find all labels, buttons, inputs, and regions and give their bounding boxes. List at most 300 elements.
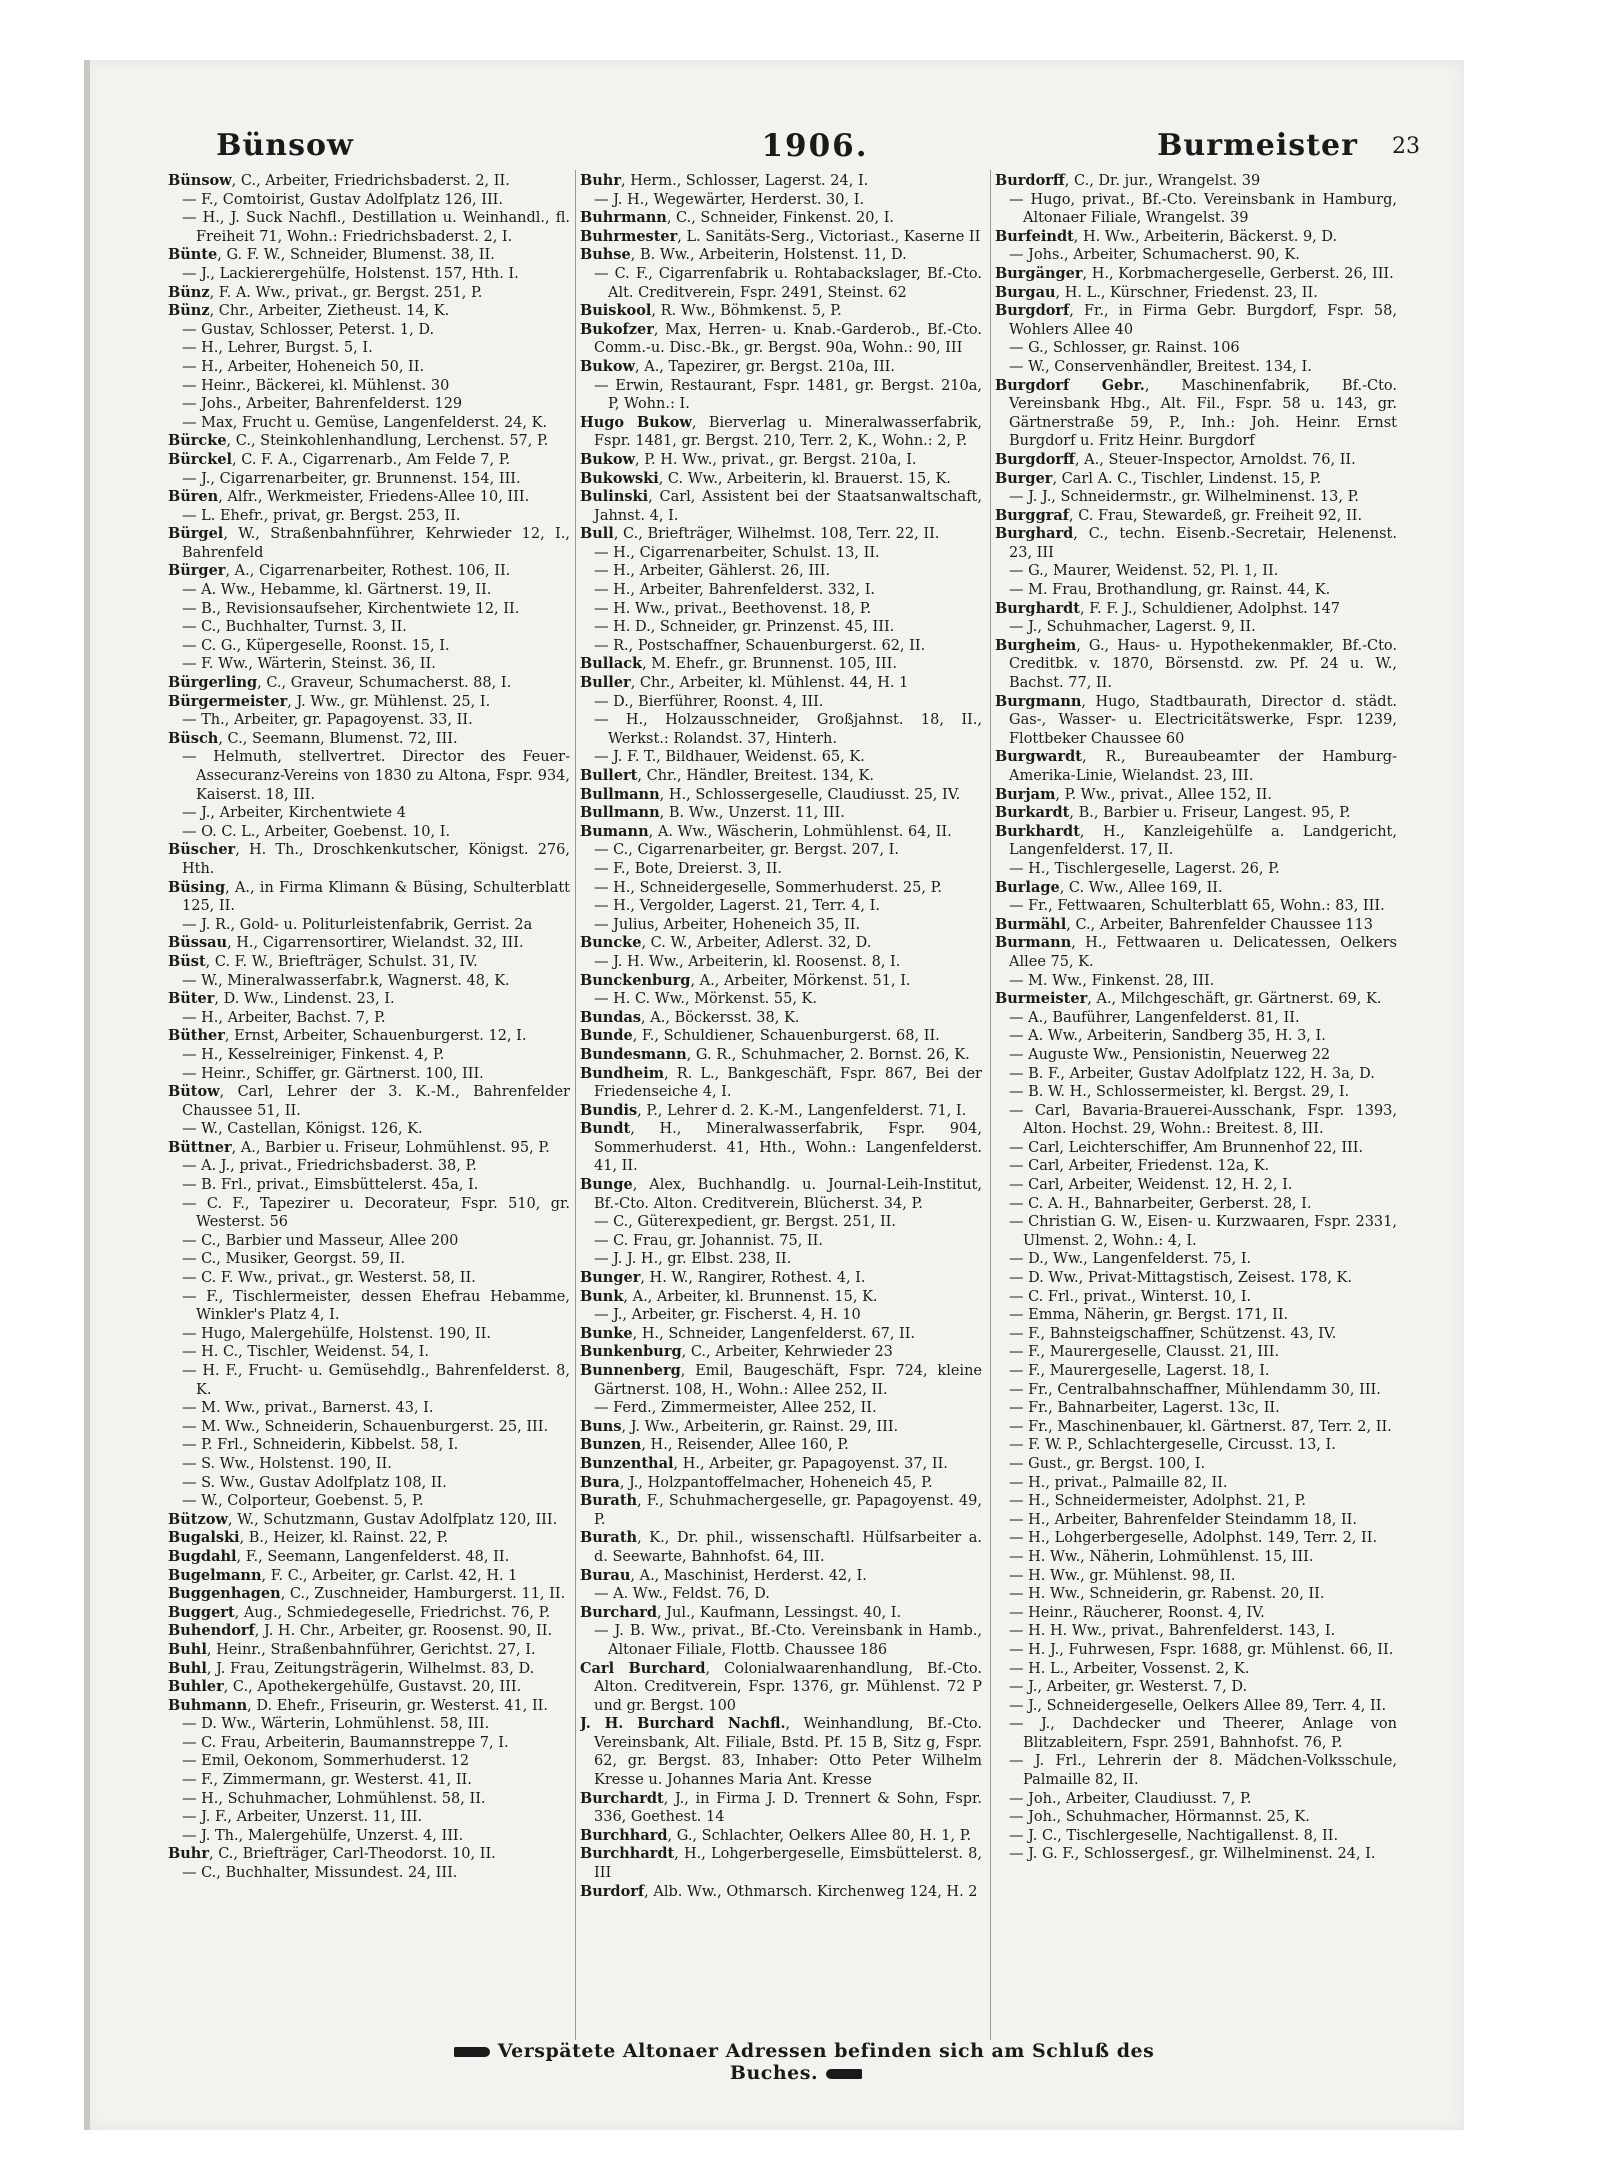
directory-entry: — C., Buchhalter, Turnst. 3, II.: [182, 619, 407, 636]
directory-entry: Bullert, Chr., Händler, Breitest. 134, K.: [580, 767, 874, 784]
directory-entry: — J. F., Arbeiter, Unzerst. 11, III.: [182, 1809, 423, 1826]
directory-entry: — Joh., Arbeiter, Claudiusst. 7, P.: [1009, 1790, 1252, 1807]
entry-surname: Bunke: [580, 1324, 633, 1342]
directory-entry: Buhrmester, L. Sanitäts-Serg., Victoriast., Kaserne II: [580, 227, 981, 245]
directory-entry: — J. J. H., gr. Elbst. 238, II.: [594, 1251, 792, 1268]
directory-entry: — A., Bauführer, Langenfelderst. 81, II.: [1009, 1009, 1300, 1026]
entry-surname: Büst: [168, 952, 206, 970]
directory-entry: — F., Zimmermann, gr. Westerst. 41, II.: [182, 1772, 472, 1789]
entry-surname: Buhendorf: [168, 1622, 255, 1640]
directory-entry: Bullmann, B. Ww., Unzerst. 11, III.: [580, 804, 845, 822]
directory-entry: Buns, J. Ww., Arbeiterin, gr. Rainst. 29, III.: [580, 1417, 899, 1435]
directory-entry: Bunde, F., Schuldiener, Schauenburgerst. 68, II.: [580, 1027, 940, 1045]
column-divider: [990, 170, 991, 2040]
directory-entry: — C. Frl., privat., Winterst. 10, I.: [1009, 1288, 1252, 1305]
entry-surname: Buggenhagen: [168, 1585, 281, 1603]
entry-surname: Burchard: [580, 1603, 657, 1621]
entry-surname: Bukow: [580, 450, 635, 468]
directory-entry: Bukofzer, Max, Herren- u. Knab.-Garderob., Bf.-Cto. Comm.-u. Disc.-Bk., gr. Bergst. 90a, Wohn.: 90, III: [580, 320, 982, 357]
directory-entry: — M. Frau, Brothandlung, gr. Rainst. 44, K.: [1009, 582, 1331, 599]
directory-entry: Buhendorf, J. H. Chr., Arbeiter, gr. Roosenst. 90, II.: [168, 1622, 553, 1640]
pointing-hand-icon: [454, 2047, 490, 2057]
directory-entry: Büren, Alfr., Werkmeister, Friedens-Allee 10, III.: [168, 488, 530, 506]
directory-entry: Burchhard, G., Schlachter, Oelkers Allee 80, H. 1, P.: [580, 1826, 972, 1844]
entry-surname: Bugelmann: [168, 1566, 262, 1584]
directory-entry: Burath, F., Schuhmachergeselle, gr. Papagoyenst. 49, P.: [580, 1492, 982, 1528]
directory-entry: — L. Ehefr., privat, gr. Bergst. 253, II.: [182, 507, 461, 524]
entry-surname: Burgwardt: [995, 748, 1082, 766]
directory-entry: — J. Th., Malergehülfe, Unzerst. 4, III.: [182, 1827, 464, 1844]
entry-surname: Burfeindt: [995, 227, 1074, 245]
directory-entry: — H., Tischlergeselle, Lagerst. 26, P.: [1009, 860, 1280, 877]
directory-entry: — J., Dachdecker und Theerer, Anlage von Blitzableitern, Fspr. 2591, Bahnhofst. 76, P.: [1009, 1716, 1397, 1751]
directory-entry: — Carl, Arbeiter, Weidenst. 12, H. 2, I.: [1009, 1177, 1293, 1194]
entry-surname: Burgdorff: [995, 450, 1075, 468]
entry-surname: Burghardt: [995, 599, 1080, 617]
entry-surname: Buhse: [580, 246, 631, 264]
directory-entry: — W., Colporteur, Goebenst. 5, P.: [182, 1493, 424, 1510]
entry-surname: Bunk: [580, 1287, 624, 1305]
entry-surname: Bundesmann: [580, 1045, 687, 1063]
directory-entry: — D., Ww., Langenfelderst. 75, I.: [1009, 1251, 1252, 1268]
entry-surname: Burghard: [995, 525, 1074, 543]
directory-entry: — Emil, Oekonom, Sommerhuderst. 12: [182, 1753, 470, 1770]
directory-entry: Burlage, C. Ww., Allee 169, II.: [995, 878, 1223, 896]
directory-entry: — Helmuth, stellvertret. Director des Feuer-Assecuranz-Vereins von 1830 zu Altona, Fspr. 934, Kaiserst. 18, III.: [182, 749, 570, 803]
directory-entry: — Erwin, Restaurant, Fspr. 1481, gr. Bergst. 210a, P, Wohn.: I.: [594, 377, 982, 413]
directory-entry: — H. Ww., Näherin, Lohmühlenst. 15, III.: [1009, 1548, 1314, 1565]
entry-surname: Buhrmann: [580, 209, 667, 227]
entry-surname: Burgheim: [995, 636, 1077, 654]
header-left-keyword: Bünsow: [216, 128, 354, 163]
directory-entry: — F., Bahnsteigschaffner, Schützenst. 43, IV.: [1009, 1325, 1337, 1342]
entry-surname: Bullmann: [580, 804, 660, 822]
directory-entry: Buhr, Herm., Schlosser, Lagerst. 24, I.: [580, 172, 869, 189]
entry-surname: Bullmann: [580, 785, 660, 803]
directory-entry: Burath, K., Dr. phil., wissenschaftl. Hülfsarbeiter a. d. Seewarte, Bahnhofst. 64, III.: [580, 1529, 982, 1565]
directory-entry: — H., Schuhmacher, Lohmühlenst. 58, II.: [182, 1790, 486, 1807]
footer-note: [410, 2040, 1190, 2084]
directory-entry: — O. C. L., Arbeiter, Goebenst. 10, I.: [182, 823, 451, 840]
directory-entry: — Christian G. W., Eisen- u. Kurzwaaren, Fspr. 2331, Ulmenst. 2, Wohn.: 4, I.: [1009, 1214, 1397, 1249]
directory-entry: Bundheim, R. L., Bankgeschäft, Fspr. 867, Bei der Friedenseiche 4, I.: [580, 1064, 982, 1101]
directory-entry: — Carl, Leichterschiffer, Am Brunnenhof 22, III.: [1009, 1139, 1364, 1156]
directory-entry: Burgau, H. L., Kürschner, Friedenst. 23, II.: [995, 283, 1318, 301]
directory-entry: — H. H. Ww., privat., Bahrenfelderst. 143, I.: [1009, 1623, 1336, 1640]
directory-entry: — H., Schneidergeselle, Sommerhuderst. 25, P.: [594, 879, 943, 896]
directory-entry: Bünte, G. F. W., Schneider, Blumenst. 38, II.: [168, 246, 495, 264]
directory-entry: J. H. Burchard Nachfl., Weinhandlung, Bf.-Cto. Vereinsbank, Alt. Filiale, Bstd. Pf. 15 B, Sitz g, Fspr. 62, gr. Bergst. 83, Inhaber: Otto Peter Wilhelm Kresse u. Johannes Maria Ant. Kresse: [580, 1715, 982, 1789]
entry-surname: Buggert: [168, 1603, 235, 1621]
entry-surname: Bundis: [580, 1101, 638, 1119]
directory-entry: — B. F., Arbeiter, Gustav Adolfplatz 122, H. 3a, D.: [1009, 1065, 1375, 1082]
directory-entry: Burgdorf, Fr., in Firma Gebr. Burgdorf, Fspr. 58, Wohlers Allee 40: [995, 302, 1397, 338]
entry-surname: J. H. Burchard Nachfl.: [580, 1715, 786, 1733]
directory-entry: — A. J., privat., Friedrichsbaderst. 38, P.: [182, 1158, 477, 1175]
footer-text: Verspätete Altonaer Adressen befinden sich am Schluß des Buches.: [497, 2040, 1155, 2084]
entry-surname: Bunzen: [580, 1436, 642, 1454]
entry-surname: Bull: [580, 525, 614, 543]
entry-surname: Burjam: [995, 785, 1056, 803]
entry-surname: Burau: [580, 1566, 631, 1584]
directory-entry: Buhler, C., Apothekergehülfe, Gustavst. 20, III.: [168, 1678, 522, 1696]
entry-surname: Burgänger: [995, 264, 1083, 282]
entry-surname: Buncke: [580, 934, 642, 952]
directory-entry: — S. Ww., Holstenst. 190, II.: [182, 1455, 392, 1472]
directory-entry: — J. Frl., Lehrerin der 8. Mädchen-Volksschule, Palmaille 82, II.: [1009, 1753, 1397, 1789]
directory-entry: — H., Lohgerbergeselle, Adolphst. 149, Terr. 2, II.: [1009, 1530, 1378, 1547]
entry-surname: Buhrmester: [580, 227, 678, 245]
directory-entry: Burjam, P. Ww., privat., Allee 152, II.: [995, 785, 1272, 803]
entry-surname: Bünte: [168, 246, 218, 264]
entry-surname: Buller: [580, 674, 631, 692]
directory-entry: Hugo Bukow, Bierverlag u. Mineralwasserfabrik, Fspr. 1481, gr. Bergst. 210, Terr. 2, K., Wohn.: 2, P.: [580, 413, 982, 450]
directory-entry: Burdorf, Alb. Ww., Othmarsch. Kirchenweg 124, H. 2: [580, 1882, 978, 1900]
entry-surname: Bullert: [580, 767, 638, 784]
directory-entry: — J., Cigarrenarbeiter, gr. Brunnenst. 154, III.: [182, 470, 521, 487]
entry-surname: Bürgerling: [168, 674, 258, 692]
entry-surname: Burath: [580, 1529, 638, 1547]
directory-entry: Bullmann, H., Schlossergeselle, Claudiusst. 25, IV.: [580, 785, 961, 803]
directory-entry: — W., Mineralwasserfabr.k, Wagnerst. 48, K.: [182, 972, 510, 989]
entry-surname: Hugo Bukow: [580, 413, 692, 431]
entry-surname: Bukofzer: [580, 320, 654, 338]
entry-surname: Büssau: [168, 934, 228, 952]
entry-surname: Bundt: [580, 1120, 631, 1138]
directory-entry: Burger, Carl A. C., Tischler, Lindenst. 15, P.: [995, 469, 1322, 487]
directory-entry: — H. L., Arbeiter, Vossenst. 2, K.: [1009, 1660, 1250, 1677]
directory-entry: Burmann, H., Fettwaaren u. Delicatessen, Oelkers Allee 75, K.: [995, 934, 1397, 970]
directory-entry: Bürcke, C., Steinkohlenhandlung, Lerchenst. 57, P.: [168, 432, 549, 450]
entry-surname: Bürger: [168, 562, 226, 580]
directory-entry: — J. C., Tischlergeselle, Nachtigallenst. 8, II.: [1009, 1827, 1339, 1844]
entry-surname: Bunger: [580, 1269, 641, 1287]
directory-entry: — J., Arbeiter, gr. Fischerst. 4, H. 10: [594, 1307, 861, 1324]
pointing-hand-icon: [826, 2069, 862, 2079]
entry-surname: Bunde: [580, 1027, 633, 1045]
directory-entry: Bürger, A., Cigarrenarbeiter, Rothest. 106, II.: [168, 562, 511, 580]
directory-entry: Burau, A., Maschinist, Herderst. 42, I.: [580, 1566, 867, 1584]
directory-entry: Burgheim, G., Haus- u. Hypothekenmakler, Bf.-Cto. Creditbk. v. 1870, Börsenstd. zw. Pf. 24 u. W., Bachst. 77, II.: [995, 636, 1397, 692]
directory-entry: — G., Schlosser, gr. Rainst. 106: [1009, 340, 1240, 357]
directory-entry: — F. Ww., Wärterin, Steinst. 36, II.: [182, 656, 436, 673]
entry-surname: Bürgel: [168, 525, 224, 543]
directory-entry: — G., Maurer, Weidenst. 52, Pl. 1, II.: [1009, 563, 1279, 580]
directory-entry: — J., Schneidergeselle, Oelkers Allee 89, Terr. 4, II.: [1009, 1697, 1387, 1714]
directory-entry: Bützow, W., Schutzmann, Gustav Adolfplatz 120, III.: [168, 1510, 558, 1528]
directory-entry: Bunnenberg, Emil, Baugeschäft, Fspr. 724, kleine Gärtnerst. 108, H., Wohn.: Allee 252, II.: [580, 1362, 982, 1398]
entry-surname: Bünz: [168, 283, 210, 301]
directory-entry: Büst, C. F. W., Briefträger, Schulst. 31, IV.: [168, 952, 478, 970]
directory-entry: Bunge, Alex, Buchhandlg. u. Journal-Leih-Institut, Bf.-Cto. Alton. Creditverein, Blücherst. 34, P.: [580, 1176, 982, 1212]
directory-entry: — C. Frau, Arbeiterin, Baumannstreppe 7, I.: [182, 1734, 509, 1751]
directory-entry: Bürgel, W., Straßenbahnführer, Kehrwieder 12, I., Bahrenfeld: [168, 525, 570, 561]
directory-entry: Bull, C., Briefträger, Wilhelmst. 108, Terr. 22, II.: [580, 525, 940, 543]
directory-entry: — H. Ww., Schneiderin, gr. Rabenst. 20, II.: [1009, 1586, 1325, 1603]
directory-entry: Buhse, B. Ww., Arbeiterin, Holstenst. 11, D.: [580, 246, 907, 264]
entry-surname: Bukow: [580, 357, 635, 375]
entry-surname: Bundas: [580, 1008, 642, 1026]
entry-surname: Carl Burchard: [580, 1659, 706, 1677]
directory-entry: Burmeister, A., Milchgeschäft, gr. Gärtnerst. 69, K.: [995, 990, 1382, 1008]
directory-entry: — J. G. F., Schlossergesf., gr. Wilhelminenst. 24, I.: [1009, 1846, 1376, 1863]
directory-entry: Burghard, C., techn. Eisenb.-Secretair, Helenenst. 23, III: [995, 525, 1397, 561]
entry-surname: Büter: [168, 990, 215, 1008]
directory-entry: — M. Ww., privat., Barnerst. 43, I.: [182, 1400, 434, 1417]
directory-entry: Büsch, C., Seemann, Blumenst. 72, III.: [168, 729, 458, 747]
directory-entry: Bürgerling, C., Graveur, Schumacherst. 88, I.: [168, 674, 512, 692]
directory-entry: — H., Arbeiter, Bahrenfelderst. 332, I.: [594, 582, 876, 599]
directory-entry: — W., Castellan, Königst. 126, K.: [182, 1121, 423, 1138]
column-divider: [575, 170, 576, 2040]
directory-entry: Burkardt, B., Barbier u. Friseur, Langest. 95, P.: [995, 804, 1351, 822]
directory-entry: — M. Ww., Finkenst. 28, III.: [1009, 972, 1215, 989]
entry-surname: Burmähl: [995, 915, 1067, 933]
directory-entry: Bundt, H., Mineralwasserfabrik, Fspr. 904, Sommerhuderst. 41, Hth., Wohn.: Langenfelderst. 41, II.: [580, 1120, 982, 1175]
directory-entry: Bumann, A. Ww., Wäscherin, Lohmühlenst. 64, II.: [580, 822, 952, 840]
directory-entry: Bugelmann, F. C., Arbeiter, gr. Carlst. 42, H. 1: [168, 1566, 518, 1584]
entry-surname: Burath: [580, 1492, 638, 1510]
directory-entry: Bugalski, B., Heizer, kl. Rainst. 22, P.: [168, 1529, 448, 1547]
directory-entry: — H. D., Schneider, gr. Prinzenst. 45, III.: [594, 619, 895, 636]
directory-entry: — Julius, Arbeiter, Hoheneich 35, II.: [594, 916, 861, 933]
entry-surname: Burchhardt: [580, 1845, 675, 1863]
directory-entry: — J. R., Gold- u. Politurleistenfabrik, Gerrist. 2a: [182, 916, 533, 933]
directory-entry: — S. Ww., Gustav Adolfplatz 108, II.: [182, 1474, 447, 1491]
directory-entry: Buggenhagen, C., Zuschneider, Hamburgerst. 11, II.: [168, 1585, 566, 1603]
directory-entry: — C. G., Küpergeselle, Roonst. 15, I.: [182, 637, 450, 654]
directory-entry: — H., Arbeiter, Gählerst. 26, III.: [594, 563, 831, 580]
directory-entry: — Fr., Fettwaaren, Schulterblatt 65, Wohn.: 83, III.: [1009, 898, 1385, 915]
directory-entry: Buhr, C., Briefträger, Carl-Theodorst. 10, II.: [168, 1845, 496, 1863]
directory-entry: Carl Burchard, Colonialwaarenhandlung, Bf.-Cto. Alton. Creditverein, Fspr. 1376, gr. Mühlenst. 72 P und gr. Bergst. 100: [580, 1659, 982, 1714]
directory-entry: Bünz, Chr., Arbeiter, Zietheust. 14, K.: [168, 302, 450, 320]
directory-entry: — B. W. H., Schlossermeister, kl. Bergst. 29, I.: [1009, 1084, 1350, 1101]
entry-surname: Büren: [168, 488, 219, 506]
directory-entry: — C. F., Tapezirer u. Decorateur, Fspr. 510, gr. Westerst. 56: [182, 1195, 570, 1231]
directory-entry: Buhmann, D. Ehefr., Friseurin, gr. Westerst. 41, II.: [168, 1696, 549, 1714]
directory-entry: — Emma, Näherin, gr. Bergst. 171, II.: [1009, 1307, 1289, 1324]
directory-entry: — P. Frl., Schneiderin, Kibbelst. 58, I.: [182, 1437, 459, 1454]
directory-entry: — R., Postschaffner, Schauenburgerst. 62, II.: [594, 637, 926, 654]
entry-surname: Buhl: [168, 1640, 207, 1658]
entry-surname: Buhr: [580, 172, 621, 189]
directory-entry: — W., Conservenhändler, Breitest. 134, I.: [1009, 358, 1312, 375]
entry-surname: Bünsow: [168, 172, 232, 189]
directory-entry: — D., Bierführer, Roonst. 4, III.: [594, 693, 824, 710]
directory-entry: Bürgermeister, J. Ww., gr. Mühlenst. 25, I.: [168, 692, 491, 710]
directory-entry: — J., Arbeiter, gr. Westerst. 7, D.: [1009, 1679, 1248, 1696]
directory-entry: — Fr., Centralbahnschaffner, Mühlendamm 30, III.: [1009, 1381, 1381, 1398]
page-edge: [84, 60, 90, 2130]
entry-surname: Bürgermeister: [168, 692, 288, 710]
entry-surname: Burlage: [995, 878, 1060, 896]
entry-surname: Bürckel: [168, 450, 233, 468]
entry-surname: Burger: [995, 469, 1053, 487]
directory-entry: Büssau, H., Cigarrensortirer, Wielandst. 32, III.: [168, 934, 524, 952]
directory-entry: Burchhardt, H., Lohgerbergeselle, Eimsbüttelerst. 8, III: [580, 1845, 982, 1882]
entry-surname: Bunzenthal: [580, 1454, 674, 1472]
directory-entry: — Hugo, Malergehülfe, Holstenst. 190, II.: [182, 1325, 491, 1342]
directory-entry: — C., Musiker, Georgst. 59, II.: [182, 1251, 406, 1268]
entry-surname: Buhr: [168, 1845, 209, 1863]
directory-entry: — H., J. Suck Nachfl., Destillation u. Weinhandl., fl. Freiheit 71, Wohn.: Friedrichsbaderst. 2, I.: [182, 210, 570, 245]
directory-entry: — F., Comtoirist, Gustav Adolfplatz 126, III.: [182, 191, 504, 208]
directory-entry: Burgdorff, A., Steuer-Inspector, Arnoldst. 76, II.: [995, 450, 1356, 468]
directory-entry: — F. W. P., Schlachtergeselle, Circusst. 13, I.: [1009, 1437, 1336, 1454]
directory-entry: Bunzenthal, H., Arbeiter, gr. Papagoyenst. 37, II.: [580, 1454, 948, 1472]
directory-entry: — Heinr., Räucherer, Roonst. 4, IV.: [1009, 1604, 1265, 1621]
directory-entry: — F., Tischlermeister, dessen Ehefrau Hebamme, Winkler's Platz 4, I.: [182, 1288, 570, 1324]
directory-entry: — Fr., Bahnarbeiter, Lagerst. 13c, II.: [1009, 1400, 1280, 1417]
directory-entry: Burgwardt, R., Bureaubeamter der Hamburg-Amerika-Linie, Wielandst. 23, III.: [995, 748, 1397, 784]
directory-entry: Bunk, A., Arbeiter, kl. Brunnenst. 15, K.: [580, 1287, 878, 1305]
entry-surname: Buhmann: [168, 1696, 248, 1714]
entry-surname: Bugdahl: [168, 1547, 237, 1565]
entry-surname: Büsch: [168, 729, 219, 747]
directory-entry: — D. Ww., Privat-Mittagstisch, Zeisest. 178, K.: [1009, 1270, 1352, 1287]
column-1: [168, 172, 570, 2032]
directory-entry: — Max, Frucht u. Gemüse, Langenfelderst. 24, K.: [182, 414, 548, 431]
entry-surname: Bütow: [168, 1083, 220, 1101]
directory-entry: — H. F., Frucht- u. Gemüsehdlg., Bahrenfelderst. 8, K.: [182, 1363, 570, 1398]
entry-surname: Buhl: [168, 1659, 207, 1677]
directory-entry: — Fr., Maschinenbauer, kl. Gärtnerst. 87, Terr. 2, II.: [1009, 1418, 1392, 1435]
entry-surname: Burggraf: [995, 506, 1069, 524]
entry-surname: Bunkenburg: [580, 1343, 682, 1361]
entry-surname: Büsing: [168, 878, 226, 896]
header-year: 1906.: [761, 128, 869, 164]
directory-entry: — C. Frau, gr. Johannist. 75, II.: [594, 1232, 823, 1249]
directory-entry: Burgmann, Hugo, Stadtbaurath, Director d. städt. Gas-, Wasser- u. Electricitätswerke, Fspr. 1239, Flottbeker Chaussee 60: [995, 692, 1397, 747]
directory-entry: — J. J., Schneidermstr., gr. Wilhelminenst. 13, P.: [1009, 489, 1360, 506]
directory-entry: — F., Bote, Dreierst. 3, II.: [594, 860, 783, 877]
directory-entry: Burkhardt, H., Kanzleigehülfe a. Landgericht, Langenfelderst. 17, II.: [995, 822, 1397, 859]
directory-entry: — B. Frl., privat., Eimsbüttelerst. 45a, I.: [182, 1177, 479, 1194]
directory-entry: — J. F. T., Bildhauer, Weidenst. 65, K.: [594, 749, 865, 766]
directory-entry: Burfeindt, H. Ww., Arbeiterin, Bäckerst. 9, D.: [995, 227, 1338, 245]
directory-entry: — Carl, Bavaria-Brauerei-Ausschank, Fspr. 1393, Alton. Hochst. 29, Wohn.: Breitest. 8, III.: [1009, 1102, 1397, 1138]
directory-entry: Bünz, F. A. Ww., privat., gr. Bergst. 251, P.: [168, 283, 483, 301]
entry-surname: Bürcke: [168, 432, 227, 450]
directory-entry: Bullack, M. Ehefr., gr. Brunnenst. 105, III.: [580, 655, 897, 673]
entry-surname: Burdorff: [995, 172, 1065, 189]
directory-entry: — Johs., Arbeiter, Schumacherst. 90, K.: [1009, 247, 1300, 264]
directory-entry: Bundesmann, G. R., Schuhmacher, 2. Bornst. 26, K.: [580, 1045, 970, 1063]
directory-entry: — C. F. Ww., privat., gr. Westerst. 58, II.: [182, 1270, 476, 1287]
directory-entry: — Gust., gr. Bergst. 100, I.: [1009, 1455, 1206, 1472]
column-2: [580, 172, 982, 2032]
entry-surname: Burgdorf: [995, 302, 1070, 320]
directory-entry: — J., Schuhmacher, Lagerst. 9, II.: [1009, 619, 1256, 636]
directory-entry: — H., privat., Palmaille 82, II.: [1009, 1474, 1228, 1491]
directory-entry: Bunke, H., Schneider, Langenfelderst. 67, II.: [580, 1324, 916, 1342]
directory-entry: Bünsow, C., Arbeiter, Friedrichsbaderst. 2, II.: [168, 172, 510, 189]
directory-entry: Bukowski, C. Ww., Arbeiterin, kl. Brauerst. 15, K.: [580, 469, 951, 487]
directory-entry: Buiskool, R. Ww., Böhmkenst. 5, P.: [580, 302, 842, 320]
directory-entry: — H., Cigarrenarbeiter, Schulst. 13, II.: [594, 544, 880, 561]
directory-entry: — D. Ww., Wärterin, Lohmühlenst. 58, III.: [182, 1716, 490, 1733]
directory-entry: — J., Arbeiter, Kirchentwiete 4: [182, 805, 406, 822]
directory-entry: — A. Ww., Feldst. 76, D.: [594, 1586, 770, 1603]
entry-surname: Bünz: [168, 302, 210, 320]
directory-entry: — J. B. Ww., privat., Bf.-Cto. Vereinsbank in Hamb., Altonaer Filiale, Flottb. Chaussee 186: [594, 1623, 982, 1658]
directory-entry: Bulinski, Carl, Assistent bei der Staatsanwaltschaft, Jahnst. 4, I.: [580, 488, 982, 524]
directory-entry: Büsing, A., in Firma Klimann & Büsing, Schulterblatt 125, II.: [168, 878, 570, 915]
directory-entry: Buhl, Heinr., Straßenbahnführer, Gerichtst. 27, I.: [168, 1640, 536, 1658]
directory-entry: — H. C., Tischler, Weidenst. 54, I.: [182, 1344, 429, 1361]
directory-entry: Burchardt, J., in Firma J. D. Trennert & Sohn, Fspr. 336, Goethest. 14: [580, 1789, 982, 1826]
directory-entry: Bürckel, C. F. A., Cigarrenarb., Am Felde 7, P.: [168, 450, 511, 468]
directory-entry: Burghardt, F. F. J., Schuldiener, Adolphst. 147: [995, 599, 1341, 617]
entry-surname: Burgdorf Gebr.: [995, 376, 1145, 394]
entry-surname: Bumann: [580, 822, 649, 840]
entry-surname: Bulinski: [580, 488, 649, 506]
directory-entry: — Hugo, privat., Bf.-Cto. Vereinsbank in Hamburg, Altonaer Filiale, Wrangelst. 39: [1009, 191, 1397, 227]
entry-surname: Burchhard: [580, 1826, 668, 1844]
directory-entry: — H., Holzausschneider, Großjahnst. 18, II., Werkst.: Rolandst. 37, Hinterh.: [594, 712, 982, 747]
directory-entry: — Carl, Arbeiter, Friedenst. 12a, K.: [1009, 1158, 1270, 1175]
directory-entry: Burmähl, C., Arbeiter, Bahrenfelder Chaussee 113: [995, 915, 1373, 933]
directory-entry: Buggert, Aug., Schmiedegeselle, Friedrichst. 76, P.: [168, 1603, 551, 1621]
directory-entry: — J., Lackierergehülfe, Holstenst. 157, Hth. I.: [182, 265, 519, 282]
directory-entry: Burdorff, C., Dr. jur., Wrangelst. 39: [995, 172, 1261, 189]
directory-entry: Buller, Chr., Arbeiter, kl. Mühlenst. 44, H. 1: [580, 674, 909, 692]
directory-entry: — H. C. Ww., Mörkenst. 55, K.: [594, 991, 818, 1008]
entry-surname: Büscher: [168, 841, 236, 859]
entry-surname: Burmeister: [995, 990, 1088, 1008]
directory-entry: — H., Arbeiter, Bachst. 7, P.: [182, 1009, 386, 1026]
directory-entry: — H., Kesselreiniger, Finkenst. 4, P.: [182, 1046, 445, 1063]
directory-entry: — C., Cigarrenarbeiter, gr. Bergst. 207, I.: [594, 842, 900, 859]
directory-entry: Bunkenburg, C., Arbeiter, Kehrwieder 23: [580, 1343, 893, 1361]
directory-entry: — Auguste Ww., Pensionistin, Neuerweg 22: [1009, 1046, 1331, 1063]
directory-entry: — M. Ww., Schneiderin, Schauenburgerst. 25, III.: [182, 1418, 549, 1435]
column-3: [995, 172, 1397, 2032]
directory-entry: — Ferd., Zimmermeister, Allee 252, II.: [594, 1400, 877, 1417]
directory-entry: Buncke, C. W., Arbeiter, Adlerst. 32, D.: [580, 934, 872, 952]
entry-surname: Burgmann: [995, 692, 1082, 710]
directory-entry: — H. Ww., privat., Beethovenst. 18, P.: [594, 600, 872, 617]
directory-entry: — A. Ww., Arbeiterin, Sandberg 35, H. 3, I.: [1009, 1028, 1326, 1045]
directory-entry: Bundis, P., Lehrer d. 2. K.-M., Langenfelderst. 71, I.: [580, 1101, 967, 1119]
directory-entry: Bukow, A., Tapezirer, gr. Bergst. 210a, III.: [580, 357, 896, 375]
directory-entry: — Johs., Arbeiter, Bahrenfelderst. 129: [182, 396, 463, 413]
directory-entry: Bukow, P. H. Ww., privat., gr. Bergst. 210a, I.: [580, 450, 917, 468]
entry-surname: Bunnenberg: [580, 1362, 681, 1379]
entry-surname: Bukowski: [580, 469, 659, 487]
directory-entry: — H., Vergolder, Lagerst. 21, Terr. 4, I.: [594, 898, 880, 915]
directory-entry: Bunckenburg, A., Arbeiter, Mörkenst. 51, I.: [580, 971, 911, 989]
directory-entry: Bundas, A., Böckersst. 38, K.: [580, 1008, 800, 1026]
directory-entry: — H. Ww., gr. Mühlenst. 98, II.: [1009, 1567, 1236, 1584]
directory-entry: Burgänger, H., Korbmachergeselle, Gerberst. 26, III.: [995, 264, 1394, 282]
directory-entry: — H., Schneidermeister, Adolphst. 21, P.: [1009, 1493, 1307, 1510]
entry-surname: Bützow: [168, 1510, 228, 1528]
entry-surname: Bugalski: [168, 1529, 240, 1547]
directory-entry: Bura, J., Holzpantoffelmacher, Hoheneich 45, P.: [580, 1473, 933, 1491]
directory-entry: Burgdorf Gebr., Maschinenfabrik, Bf.-Cto. Vereinsbank Hbg., Alt. Fil., Fspr. 58 u. 143, gr. Gärtnerstraße 59, P., Inh.: Joh. Heinr. Ernst Burgdorf u. Fritz Heinr. Burgdorf: [995, 376, 1397, 450]
directory-entry: Buhl, J. Frau, Zeitungsträgerin, Wilhelmst. 83, D.: [168, 1659, 535, 1677]
entry-surname: Burmann: [995, 934, 1072, 952]
directory-entry: — Heinr., Schiffer, gr. Gärtnerst. 100, III.: [182, 1065, 484, 1082]
directory-entry: — H., Arbeiter, Bahrenfelder Steindamm 18, II.: [1009, 1511, 1358, 1528]
directory-entry: Büscher, H. Th., Droschkenkutscher, Königst. 276, Hth.: [168, 841, 570, 877]
directory-entry: — B., Revisionsaufseher, Kirchentwiete 12, II.: [182, 600, 520, 617]
entry-surname: Burchardt: [580, 1789, 664, 1807]
directory-entry: — Gustav, Schlosser, Peterst. 1, D.: [182, 321, 435, 338]
directory-entry: Büttner, A., Barbier u. Friseur, Lohmühlenst. 95, P.: [168, 1138, 550, 1156]
